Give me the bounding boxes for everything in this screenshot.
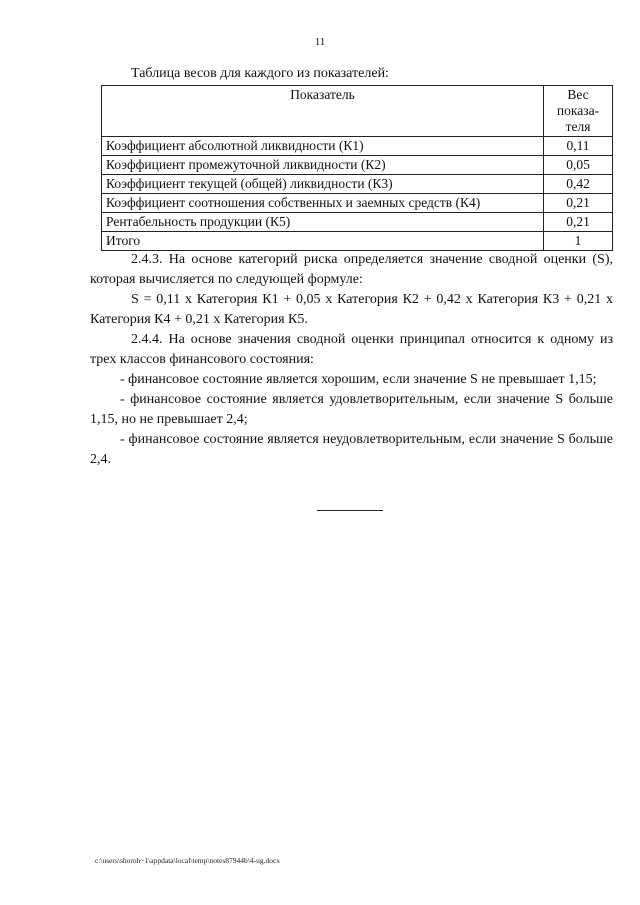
weight-cell: 0,05 [544,156,613,175]
paragraph-2-4-4: 2.4.4. На основе значения сводной оценки принципал относится к одному из трех классов финансового состояния: [90,332,613,367]
weights-table [101,85,613,251]
table-row [102,137,613,156]
footer-file-path: c:\users\shoroh~1\appdata\local\temp\notes87944b\4-ug.docx [95,856,281,865]
table-header-row [102,86,613,137]
table-row [102,156,613,175]
page-number: 11 [314,36,326,48]
indicator-cell: Коэффициент соотношения собственных и заемных средств (К4) [102,194,544,213]
table-row [102,194,613,213]
body-text [90,250,613,470]
divider-line [317,510,383,511]
table-row-total [102,232,613,251]
weight-cell: 1 [544,232,613,251]
indicator-cell: Итого [102,232,544,251]
weight-cell: 0,42 [544,175,613,194]
header-weight: Вес показа-теля [544,86,613,137]
indicator-cell: Коэффициент промежуточной ликвидности (К2) [102,156,544,175]
indicator-cell: Коэффициент текущей (общей) ликвидности (К3) [102,175,544,194]
weight-cell: 0,21 [544,194,613,213]
table-row [102,213,613,232]
weight-cell: 0,11 [544,137,613,156]
table-caption: Таблица весов для каждого из показателей: [131,66,389,81]
weight-cell: 0,21 [544,213,613,232]
list-item: - финансовое состояние является неудовлетворительным, если значение S больше 2,4. [90,432,613,467]
formula-paragraph: S = 0,11 x Категория К1 + 0,05 x Категория К2 + 0,42 x Категория К3 + 0,21 x Категория К4 + 0,21 x Категория К5. [90,292,613,327]
list-item: - финансовое состояние является удовлетворительным, если значение S больше 1,15, но не превышает 2,4; [90,392,613,427]
table-row [102,175,613,194]
header-indicator: Показатель [102,86,544,137]
indicator-cell: Коэффициент абсолютной ликвидности (К1) [102,137,544,156]
paragraph-2-4-3: 2.4.3. На основе категорий риска определяется значение сводной оценки (S), которая вычисляется по следующей формуле: [90,252,613,287]
list-item: - финансовое состояние является хорошим, если значение S не превышает 1,15; [120,372,597,387]
indicator-cell: Рентабельность продукции (К5) [102,213,544,232]
